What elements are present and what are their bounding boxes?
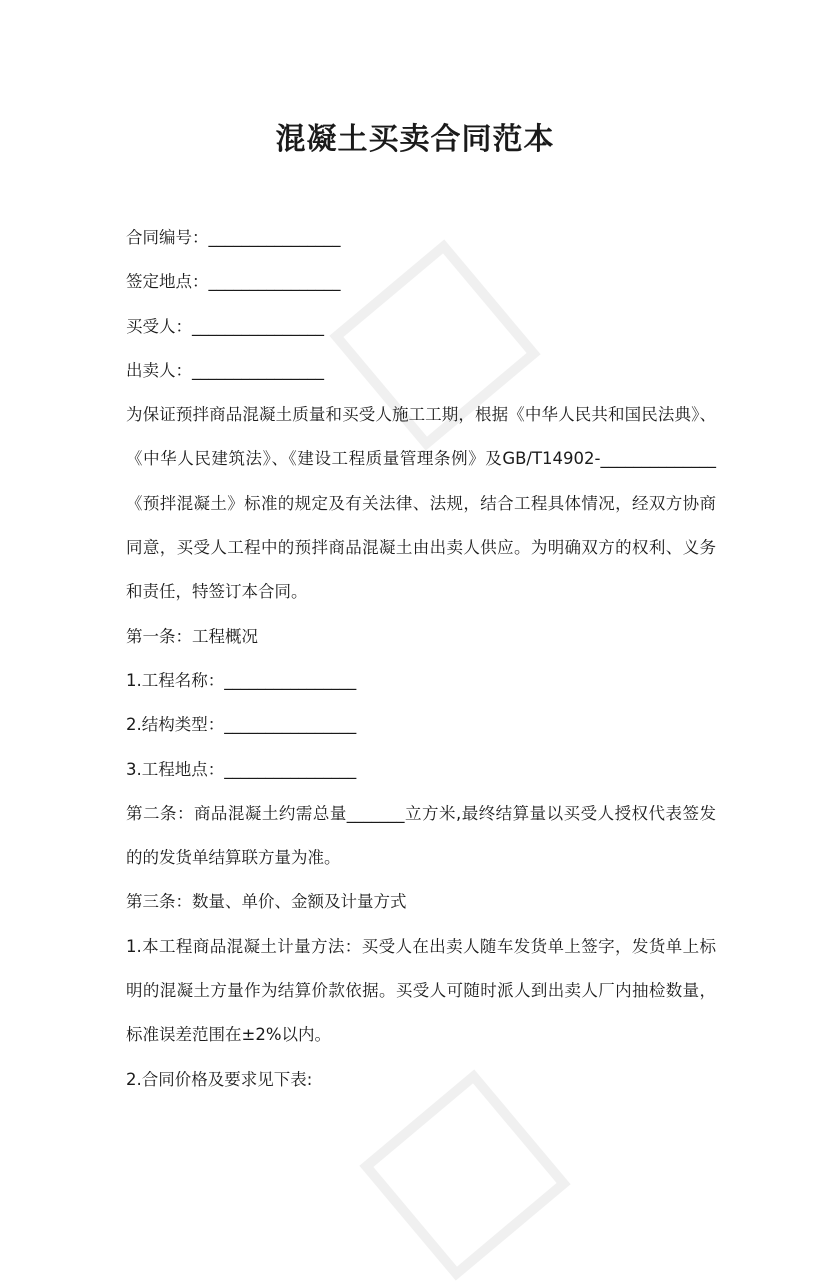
buyer-field: 买受人：________________ [126, 316, 324, 336]
article-2-paragraph: 第二条：商品混凝土约需总量_______立方米,最终结算量以买受人授权代表签发的的发货单结算联方量为准。 [126, 803, 716, 868]
document-title: 混凝土买卖合同范本 [275, 122, 555, 157]
article-3-item-2: 2.合同价格及要求见下表: [126, 1069, 313, 1089]
article-1-item: 2.结构类型：________________ [126, 715, 357, 735]
document-body [126, 216, 716, 1102]
article-1-heading: 第一条：工程概况 [126, 626, 258, 646]
article-1-item: 3.工程地点：________________ [126, 759, 357, 779]
article-3-item-1: 1.本工程商品混凝土计量方法：买受人在出卖人随车发货单上签字，发货单上标明的混凝土方量作为结算价款依据。买受人可随时派人到出卖人厂内抽检数量，标准误差范围在±2%以内。 [126, 936, 716, 1045]
contract-number-field: 合同编号：________________ [126, 228, 341, 247]
sign-place-field: 签定地点：________________ [126, 272, 341, 292]
seller-field: 出卖人：________________ [126, 360, 324, 380]
article-1-item: 1.工程名称：________________ [126, 670, 357, 690]
preamble-paragraph: 为保证预拌商品混凝土质量和买受人施工工期，根据《中华人民共和国民法典》、《中华人民建筑法》、《建设工程质量管理条例》及GB/T14902-______________《预拌混凝土》标准的规定及有关法律、法规，结合工程具体情况，经双方协商同意，买受人工程中的预拌商品混凝土由出卖人供应。为明确双方的权利、义务和责任，特签订本合同。 [126, 405, 716, 602]
article-3-heading: 第三条：数量、单价、金额及计量方式 [126, 892, 407, 912]
